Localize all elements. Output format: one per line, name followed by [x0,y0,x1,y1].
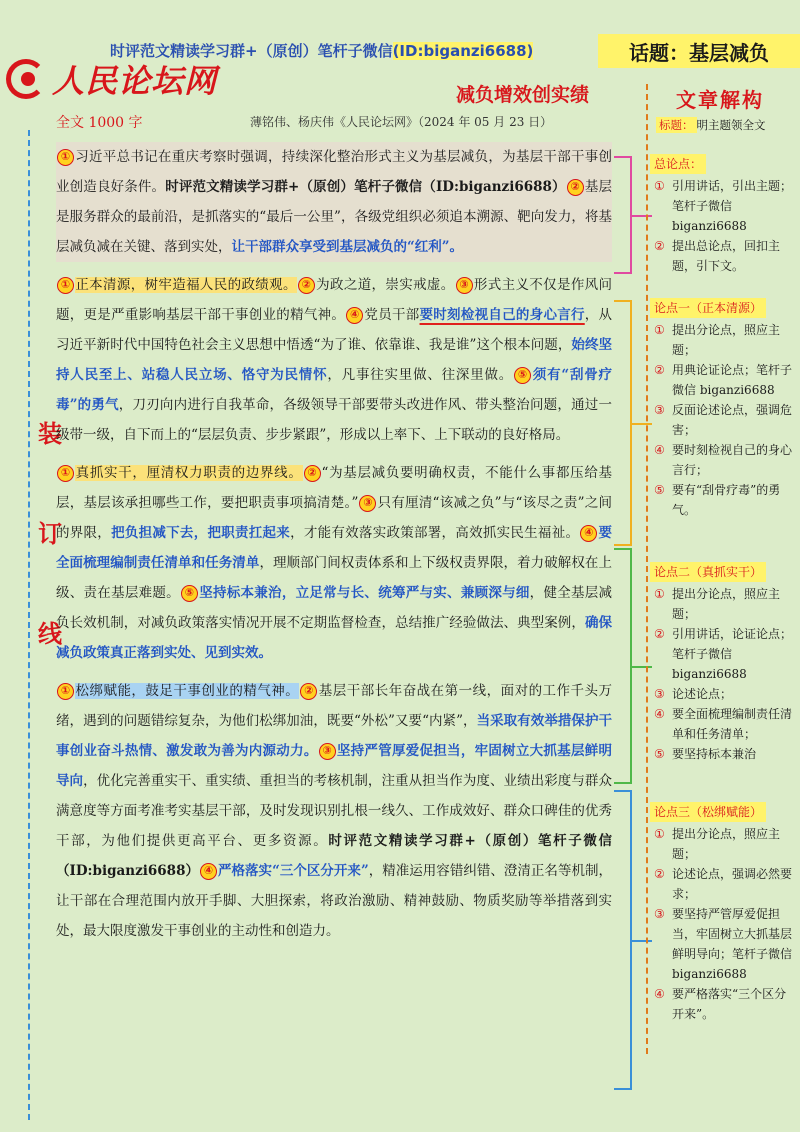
list-item [654,584,794,624]
logo-text: 人民论坛网 [52,62,218,100]
item-num: ② [654,627,665,641]
sidebar-heading: 文章解构 [676,88,764,112]
list-item [654,704,794,744]
text: 党员干部 [364,307,420,323]
item-num: ① [654,827,665,841]
text: 为政之道，崇实戒虚。 [315,277,455,293]
item-text: 论述论点，强调必然要求； [672,867,793,901]
item-text: 论述论点； [672,687,733,701]
circled-number: ③ [319,743,336,760]
text: 真抓实干，厘清权力职责的边界线。 [75,465,303,481]
text: ，刀刃向内进行自我革命，各级领导干部要带头改进作风、带头整治问题，通过一级带一级，自下而上的“层层负责、步步紧跟”，形成以上率下、上下联动的良好格局。 [56,397,613,443]
list-item [654,984,794,1024]
item-text: 要严格落实“三个区分开来”。 [672,987,787,1021]
item-text: 用典论证论点；笔杆子微信 biganzi6688 [672,363,793,397]
list-item [654,904,794,984]
item-num: ① [654,323,665,337]
text: ，才能有效落实政策部署，高效抓实民生福祉。 [290,525,580,541]
item-num: ② [654,867,665,881]
sidebar-section-point-2 [654,562,794,764]
item-num: ③ [654,907,665,921]
topic-badge: 话题：基层减负 [598,34,800,68]
circled-number: ② [300,683,317,700]
item-text: 反面论述论点，强调危害； [672,403,793,437]
sidebar-section-point-3 [654,802,794,1024]
sidebar-section-overall [654,154,794,276]
item-text: 要全面梳理编制责任清单和任务清单； [672,707,793,741]
text: “为基层减负要明确权责，不能什么事都压给基层，基层该承担哪些工作，要把职责事项搞清楚。” [56,465,612,511]
circled-number: ④ [346,307,363,324]
bracket-intro [614,156,632,274]
text: 确保减负政策真正落到实处、见到实效。 [56,615,612,661]
circled-number: ① [57,149,74,166]
title-desc: 明主题领全文 [696,118,766,132]
text: 始终坚持人民至上、站稳人民立场、恪守为民情怀 [56,337,612,383]
text: ，健全基层减负长效机制，对减负政策落实情况开展不定期监督检查，总结推广经验做法、典型案例， [56,585,613,631]
article-title: 减负增效创实绩 [456,84,590,106]
text: 要全面梳理编制责任清单和任务清单 [56,525,613,571]
text: ，凡事往实里做、往深里做。 [327,367,514,383]
binding-line [28,130,62,1120]
list-item [654,824,794,864]
item-text: 提出分论点，照应主题； [672,587,781,621]
text: 须有“刮骨疗毒”的勇气 [56,367,613,413]
text: ，从习近平新时代中国特色社会主义思想中悟透“为了谁、依靠谁、我是谁”这个根本问题， [56,307,613,353]
list-item [654,400,794,440]
circled-number: ① [57,683,74,700]
list-item [654,744,794,764]
binding-char: 订 [38,520,62,548]
page-header [0,0,800,65]
structure-sidebar [646,84,792,1054]
text: 把负担减下去，把职责扛起来 [111,525,291,541]
item-num: ④ [654,707,665,721]
text: 习近平总书记在重庆考察时强调，持续深化整治形式主义为基层减负，为基层干部干事创业创造良好条件。 [56,149,612,195]
item-text: 提出总论点，回扣主题，引下文。 [672,239,781,273]
byline: 薄铭伟、杨庆伟《人民论坛网》（2024 年 05 月 23 日） [250,115,553,129]
section-title: 论点二（真抓实干） [650,562,766,582]
paragraph-intro [56,142,612,262]
circled-number: ⑤ [514,367,531,384]
item-text: 引用讲话，论证论点；笔杆子微信 biganzi6688 [672,627,793,681]
list-item [654,624,794,684]
circled-number: ① [57,465,74,482]
sidebar-section-point-1 [654,298,794,520]
item-text: 引用讲话，引出主题；笔杆子微信 biganzi6688 [672,179,793,233]
article-body [56,142,612,954]
circled-number: ④ [580,525,597,542]
text: 正本清源，树牢造福人民的政绩观。 [75,277,297,293]
text: 基层干部长年奋战在第一线，面对的工作千头万绪，遇到的问题错综复杂，为他们松绑加油，既要“外松”又要“内紧”， [56,683,613,729]
text: 只有厘清“该减之负”与“该尽之责”之间的界限， [56,495,612,541]
item-num: ⑤ [654,483,665,497]
item-text: 提出分论点，照应主题； [672,323,781,357]
item-text: 要有“刮骨疗毒”的勇气。 [672,483,781,517]
list-item [654,684,794,704]
text: 坚持标本兼治，立足常与长、统筹严与实、兼顾深与细 [198,585,530,601]
item-text: 要时刻检视自己的身心言行； [672,443,793,477]
section-title: 论点一（正本清源） [650,298,766,318]
section-title: 总论点： [650,154,706,174]
item-text: 提出分论点，照应主题； [672,827,781,861]
circled-number: ③ [359,495,376,512]
text: 当采取有效举措保护干事创业奋斗热情、激发敢为善为内源动力。 [56,713,612,759]
list-item [654,176,794,236]
section-title: 论点三（松绑赋能） [650,802,766,822]
text: ，理顺部门间权责体系和上下级权责界限，着力破解权在上级、责在基层难题。 [56,555,612,601]
circled-number: ② [567,179,584,196]
item-num: ① [654,179,665,193]
text: 时评范文精读学习群+（原创）笔杆子微信（ID:biganzi6688） [165,179,566,195]
circled-number: ① [57,277,74,294]
text: 基层是服务群众的最前沿，是抓落实的“最后一公里”，各级党组织必须追本溯源、靶向发力，将基层减负减在关键、落到实处， [56,179,612,255]
paragraph-point-1 [56,270,612,450]
item-text: 要坚持严管厚爱促担当，牢固树立大抓基层鲜明导向；笔杆子微信 biganzi6688 [672,907,793,981]
sidebar-title-note [648,117,792,133]
binding-char: 装 [38,420,62,448]
item-num: ② [654,363,665,377]
text: 让干部群众享受到基层减负的“红利”。 [231,239,464,255]
title-tag: 标题： [656,117,697,133]
item-num: ⑤ [654,747,665,761]
circled-number: ② [304,465,321,482]
word-count: 全文 1000 字 [56,115,143,131]
item-num: ③ [654,687,665,701]
item-num: ② [654,239,665,253]
text: 坚持严管厚爱促担当，牢固树立大抓基层鲜明导向 [56,743,613,789]
list-item [654,320,794,360]
bracket-point-1 [614,300,632,546]
item-num: ③ [654,403,665,417]
circled-number: ④ [200,863,217,880]
bracket-point-2 [614,548,632,784]
list-item [654,480,794,520]
item-num: ① [654,587,665,601]
text: 严格落实“三个区分开来” [218,863,369,879]
item-num: ④ [654,987,665,1001]
list-item [654,440,794,480]
group-title-main: 时评范文精读学习群+（原创）笔杆子微信 [110,42,393,60]
circled-number: ② [298,277,315,294]
site-logo [6,58,217,100]
item-text: 要坚持标本兼治 [672,747,757,761]
logo-icon [6,59,46,99]
list-item [654,360,794,400]
list-item [654,236,794,276]
text: 要时刻检视自己的身心言行 [419,307,585,323]
group-title-id: (ID:biganzi6688) [392,42,534,60]
binding-char: 线 [38,620,62,648]
paragraph-point-3 [56,676,612,946]
circled-number: ⑤ [181,585,198,602]
list-item [654,864,794,904]
item-num: ④ [654,443,665,457]
text: 形式主义不仅是作风问题，更是严重影响基层干部干事创业的精气神。 [56,277,613,323]
circled-number: ③ [456,277,473,294]
paragraph-point-2 [56,458,612,668]
text: ，优化完善重实干、重实绩、重担当的考核机制，注重从担当作为度、业绩出彩度与群众满意度等方面考准考实基层干部，及时发现识别扎根一线久、工作成效好、群众口碑佳的优秀干部，为他们提供更高平台、更多资源。 [56,773,612,849]
text: ，精准运用容错纠错、澄清正名等机制，让干部在合理范围内放开手脚、大胆探索，将政治激励、精神鼓励、物质奖励等举措落到实处，最大限度激发干事创业的主动性和创造力。 [56,863,612,939]
bracket-point-3 [614,790,632,1090]
text: 松绑赋能，鼓足干事创业的精气神。 [75,683,300,699]
text: 时评范文精读学习群+（原创）笔杆子微信（ID:biganzi6688） [56,833,612,879]
